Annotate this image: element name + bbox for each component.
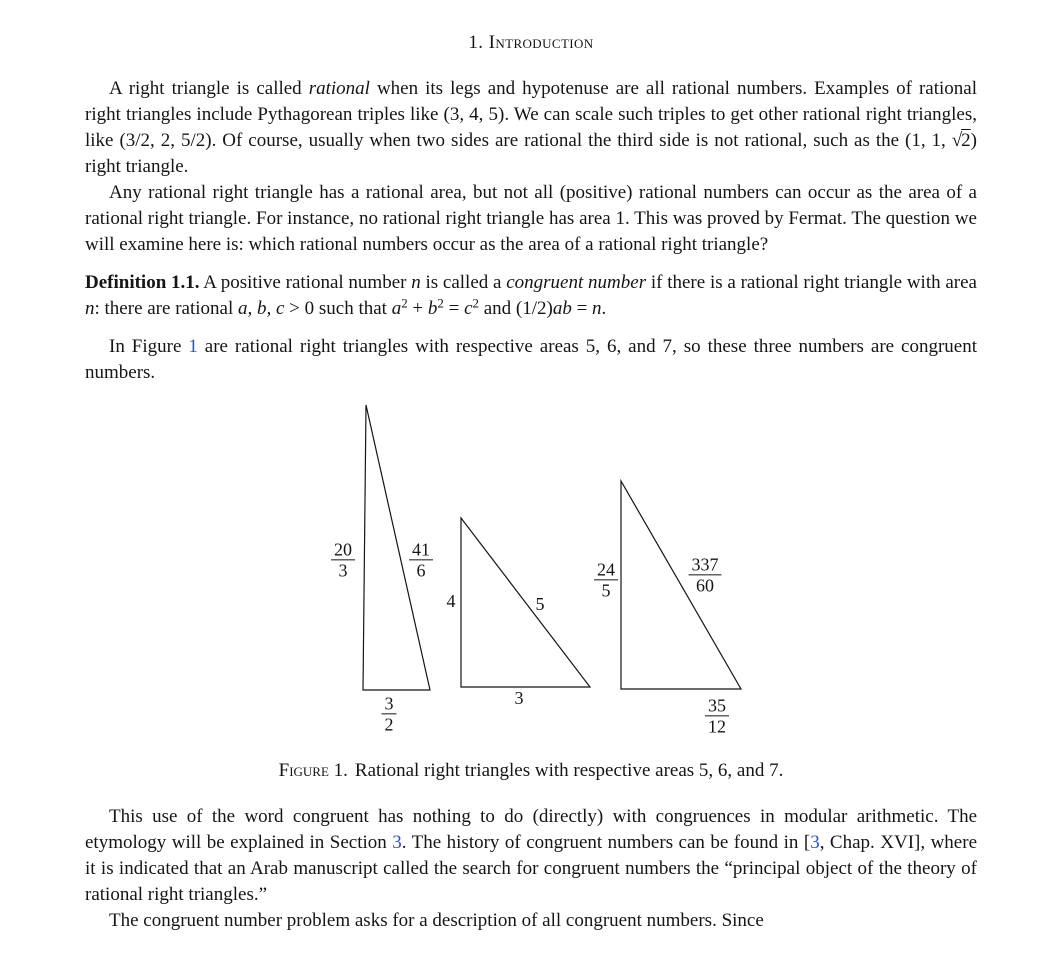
text-segment: The congruent number problem asks for a description of all congruent numbers. Since (109, 910, 764, 931)
text-segment: ) right triangle. (85, 130, 977, 177)
text-segment: . The history of congruent numbers can be found in [ (401, 832, 811, 853)
text-segment: Definition 1.1. (85, 272, 200, 293)
triangle-area-7 (621, 481, 741, 689)
triangle2-leg-label: 4 (446, 590, 456, 611)
ref-link[interactable]: 1 (188, 336, 198, 357)
fraction-denominator: 2 (384, 714, 394, 735)
text-segment: . (601, 298, 607, 319)
paragraph-4 (85, 804, 977, 908)
text-segment: n (592, 298, 602, 319)
triangle-area-6 (461, 518, 590, 687)
text-segment: when its legs and hypotenuse are all rational numbers. Examples of rational right triangles include Pythagorean triples like (3, 4, 5). We can scale such triples to get other rational right triangles, like (3/2, 2, 5/2). Of course, usually when two sides are rational the third side is not rational, such as the (1, 1, (85, 78, 977, 151)
text-segment: b (427, 298, 438, 319)
text-segment: In Figure (109, 336, 189, 357)
text-segment: √ (951, 130, 963, 151)
text-segment: congruent number (506, 272, 647, 293)
paragraph-2 (85, 180, 977, 258)
figure-caption-label: Figure 1. (278, 760, 348, 781)
triangle3-base-label (705, 695, 729, 736)
triangle2-base-label: 3 (514, 687, 524, 708)
text-segment: A positive rational number (199, 272, 412, 293)
text-segment: rational (308, 78, 370, 99)
text-segment: are rational right triangles with respective areas 5, 6, and 7, so these three numbers are congruent numbers. (85, 336, 978, 383)
section-heading: 1. Introduction (468, 32, 594, 53)
fraction-numerator: 20 (331, 539, 355, 560)
text-segment: + (407, 298, 428, 319)
text-segment: and (1/2) (478, 298, 553, 319)
text-segment: a, b, c (237, 298, 285, 319)
fraction-numerator: 3 (382, 693, 397, 714)
text-segment: > 0 such that (284, 298, 392, 319)
figure-caption (85, 758, 977, 784)
paragraph-3 (85, 334, 977, 386)
text-segment: a (391, 298, 402, 319)
figure-1 (85, 402, 977, 738)
fraction-numerator: 35 (705, 695, 729, 716)
text-segment: = (443, 298, 465, 319)
text-segment: if there is a rational right triangle with area (646, 272, 977, 293)
paragraph-5-clipped (85, 908, 977, 934)
figure-caption-text: Rational right triangles with respective areas 5, 6, and 7. (354, 760, 784, 781)
text-segment: is called a (420, 272, 507, 293)
text-segment: 2 (472, 295, 479, 311)
text-segment: 2 (437, 295, 444, 311)
ref-link[interactable]: 3 (810, 832, 820, 853)
fraction-denominator: 3 (338, 560, 348, 581)
figure-triangles-svg (85, 402, 977, 738)
fraction-denominator: 5 (601, 580, 611, 601)
text-segment: n (411, 272, 421, 293)
text-segment: c (464, 298, 473, 319)
ref-link[interactable]: 3 (392, 832, 402, 853)
text-segment: A right triangle is called (109, 78, 309, 99)
triangle1-base-label (382, 693, 397, 734)
fraction-denominator: 6 (416, 560, 426, 581)
text-segment: 2 (401, 295, 408, 311)
triangle1-hypotenuse-label (409, 539, 433, 580)
fraction-denominator: 60 (696, 575, 714, 596)
text-segment: : there are rational (94, 298, 238, 319)
fraction-numerator: 41 (409, 539, 433, 560)
text-segment: This use of the word congruent has nothing to do (directly) with congruences in modular arithmetic. The etymology will be explained in Section (85, 806, 977, 853)
paragraph-1 (85, 76, 977, 180)
triangle1-leg-label (331, 539, 355, 580)
text-segment: Any rational right triangle has a rational area, but not all (positive) rational numbers can occur as the area of a rational right triangle. For instance, no rational right triangle has area 1. This was proved by Fermat. The question we will examine here is: which rational numbers occur as the area of a rational right triangle? (85, 182, 977, 255)
definition-1-1 (85, 270, 977, 322)
fraction-numerator: 337 (689, 554, 722, 575)
triangle2-hypotenuse-label: 5 (535, 593, 545, 614)
text-segment: , Chap. XVI], where it is indicated that an Arab manuscript called the search for congruent numbers the “principal object of the theory of rational right triangles.” (85, 832, 977, 905)
text-segment: = (571, 298, 593, 319)
text-segment: 2 (961, 130, 971, 151)
triangle3-hypotenuse-label (689, 554, 722, 595)
triangle3-leg-label (594, 559, 618, 600)
text-segment: n (85, 298, 95, 319)
fraction-denominator: 12 (708, 716, 726, 737)
text-segment: ab (552, 298, 572, 319)
fraction-numerator: 24 (594, 559, 618, 580)
